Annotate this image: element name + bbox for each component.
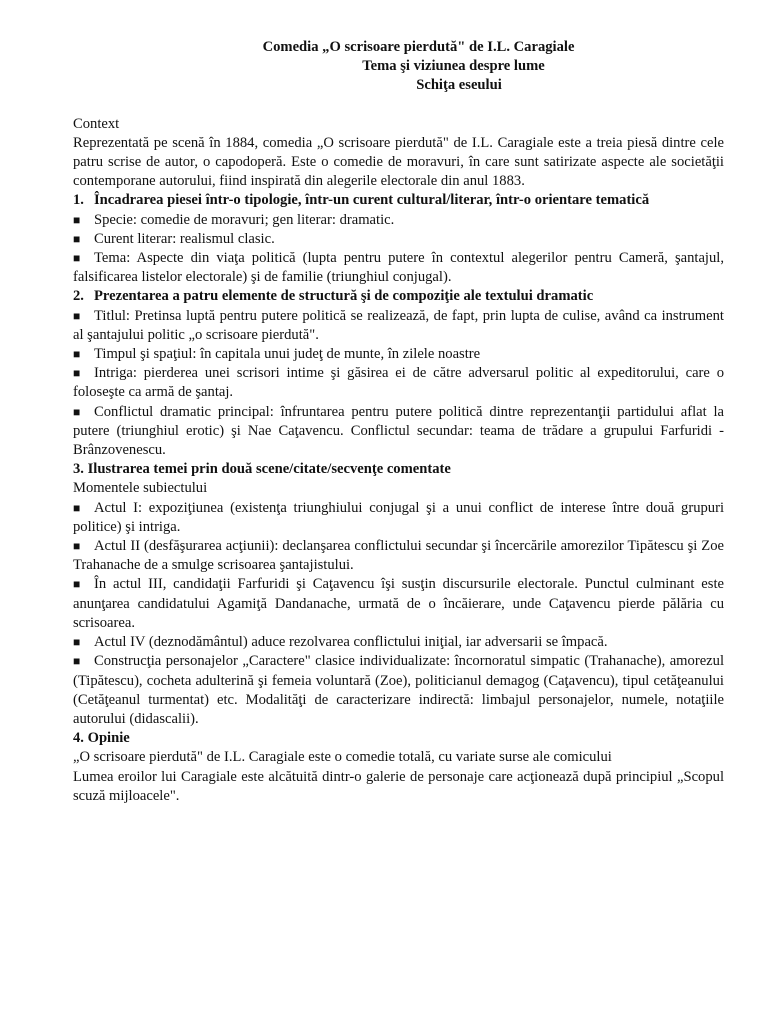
- list-item-text: În actul III, candidaţii Farfuridi şi Caţavencu îşi susţin discursurile electorale. Punctul culminant este anunţarea candidatului Agamiţă Dandanache, urmată de o încăierare, unde Caţavencu pierde pălăria cu scrisoarea.: [73, 576, 724, 631]
- context-paragraph: Reprezentată pe scenă în 1884, comedia „O scrisoare pierdută" de I.L. Caragiale este a treia piesă dintre cele patru scrise de autor, o capodoperă. Este o comedie de moravuri, în care sunt satirizate aspecte ale societăţii contemporane autorului, fiind inspirată din alegerile electorale din anul 1883.: [73, 134, 724, 190]
- bullet-square-icon: ■: [73, 404, 81, 419]
- section-3-subheading: Momentele subiectului: [73, 480, 208, 497]
- bullet-square-icon: ■: [73, 539, 81, 554]
- bullet-square-icon: ■: [73, 654, 81, 669]
- opinion-line-1: „O scrisoare pierdută" de I.L. Caragiale este o comedie totală, cu variate surse ale comicului: [73, 749, 612, 766]
- context-heading: Context: [73, 115, 120, 132]
- section-2-heading-text: Prezentarea a patru elemente de structură şi de compoziţie ale textului dramatic: [94, 288, 594, 305]
- list-item-text: Tema: Aspecte din viaţa politică (lupta pentru putere în contextul alegerilor pentru Cameră, şantajul, falsificarea listelor electorale) şi de familie (triunghiul conjugal).: [73, 250, 724, 286]
- bullet-square-icon: ■: [73, 212, 81, 227]
- title-line-1: Comedia „O scrisoare pierdută" de I.L. Caragiale: [262, 39, 575, 55]
- list-item: [73, 307, 724, 345]
- list-item: [73, 364, 724, 402]
- bullet-square-icon: ■: [73, 366, 81, 381]
- list-item-text: Curent literar: realismul clasic.: [94, 230, 275, 247]
- title-line-3: Schiţa eseului: [416, 77, 502, 94]
- list-item: [73, 575, 724, 633]
- list-item-text: Conflictul dramatic principal: înfruntarea pentru putere politică dintre reprezentanţii partidului aflat la putere (triunghiul erotic) şi Nae Caţavencu. Conflictul secundar: teama de trădare a grupului Farfuridi - Brânzovenescu.: [73, 403, 724, 459]
- section-1-number: 1.: [73, 192, 84, 209]
- opinion-line-2: Lumea eroilor lui Caragiale este alcătuită dintr-o galerie de personaje care acţionează după principiul „Scopul scuză mijloacele".: [73, 768, 724, 804]
- list-item-text: Specie: comedie de moravuri; gen literar: dramatic.: [94, 211, 395, 228]
- list-item-text: Actul II (desfăşurarea acţiunii): declanşarea conflictului secundar şi încercările amorezilor Tipătescu şi Zoe Trahanache de a smulge scrisoarea şantajistului.: [73, 538, 724, 574]
- list-item: [73, 499, 724, 537]
- list-item: [73, 652, 724, 729]
- title-line-2: Tema şi viziunea despre lume: [362, 58, 545, 75]
- list-item: [73, 249, 724, 287]
- list-item: [73, 403, 724, 461]
- list-item: [73, 633, 724, 652]
- list-item-text: Actul I: expoziţiunea (existenţa triunghiului conjugal şi a unui conflict de interese între două grupuri politice) şi intriga.: [73, 499, 724, 535]
- list-item-text: Timpul şi spaţiul: în capitala unui judeţ de munte, în zilele noastre: [94, 346, 481, 363]
- section-4-heading: 4. Opinie: [73, 730, 130, 747]
- section-2-heading: [73, 287, 724, 306]
- bullet-square-icon: ■: [73, 635, 81, 650]
- section-3-heading: 3. Ilustrarea temei prin două scene/citate/secvenţe comentate: [73, 461, 451, 478]
- bullet-square-icon: ■: [73, 308, 81, 323]
- section-1-heading-text: Încadrarea piesei într-o tipologie, într-un curent cultural/literar, într-o orientare tematică: [94, 192, 650, 209]
- section-1-heading: [73, 191, 724, 210]
- list-item-text: Actul IV (deznodământul) aduce rezolvarea conflictului iniţial, iar adversarii se împacă.: [94, 634, 608, 651]
- bullet-square-icon: ■: [73, 577, 81, 592]
- bullet-square-icon: ■: [73, 231, 81, 246]
- list-item-text: Titlul: Pretinsa luptă pentru putere politică se realizează, de fapt, prin lupta de culise, având ca instrument al şantajului politic „o scrisoare pierdută".: [73, 307, 724, 343]
- list-item: [73, 537, 724, 575]
- bullet-square-icon: ■: [73, 251, 81, 266]
- list-item: [73, 345, 724, 364]
- section-2-number: 2.: [73, 288, 84, 305]
- list-item-text: Intriga: pierderea unei scrisori intime şi găsirea ei de către adversarul politic al expeditorului, care o foloseşte ca armă de şantaj.: [73, 365, 724, 401]
- list-item: [73, 211, 724, 230]
- document-title: [73, 38, 724, 96]
- list-item: [73, 230, 724, 249]
- bullet-square-icon: ■: [73, 347, 81, 362]
- bullet-square-icon: ■: [73, 500, 81, 515]
- list-item-text: Construcţia personajelor „Caractere" clasice individualizate: încornoratul simpatic (Trahanache), amorezul (Tipătescu), cocheta adulterină şi femeia voluntară (Zoe), politicianul demagog (Caţavencu), tipul cetăţeanului (Cetăţeanul turmentat) etc. Modalităţi de caracterizare indirectă: limbajul personajelor, numele, notaţiile autorului (didascalii).: [73, 653, 724, 727]
